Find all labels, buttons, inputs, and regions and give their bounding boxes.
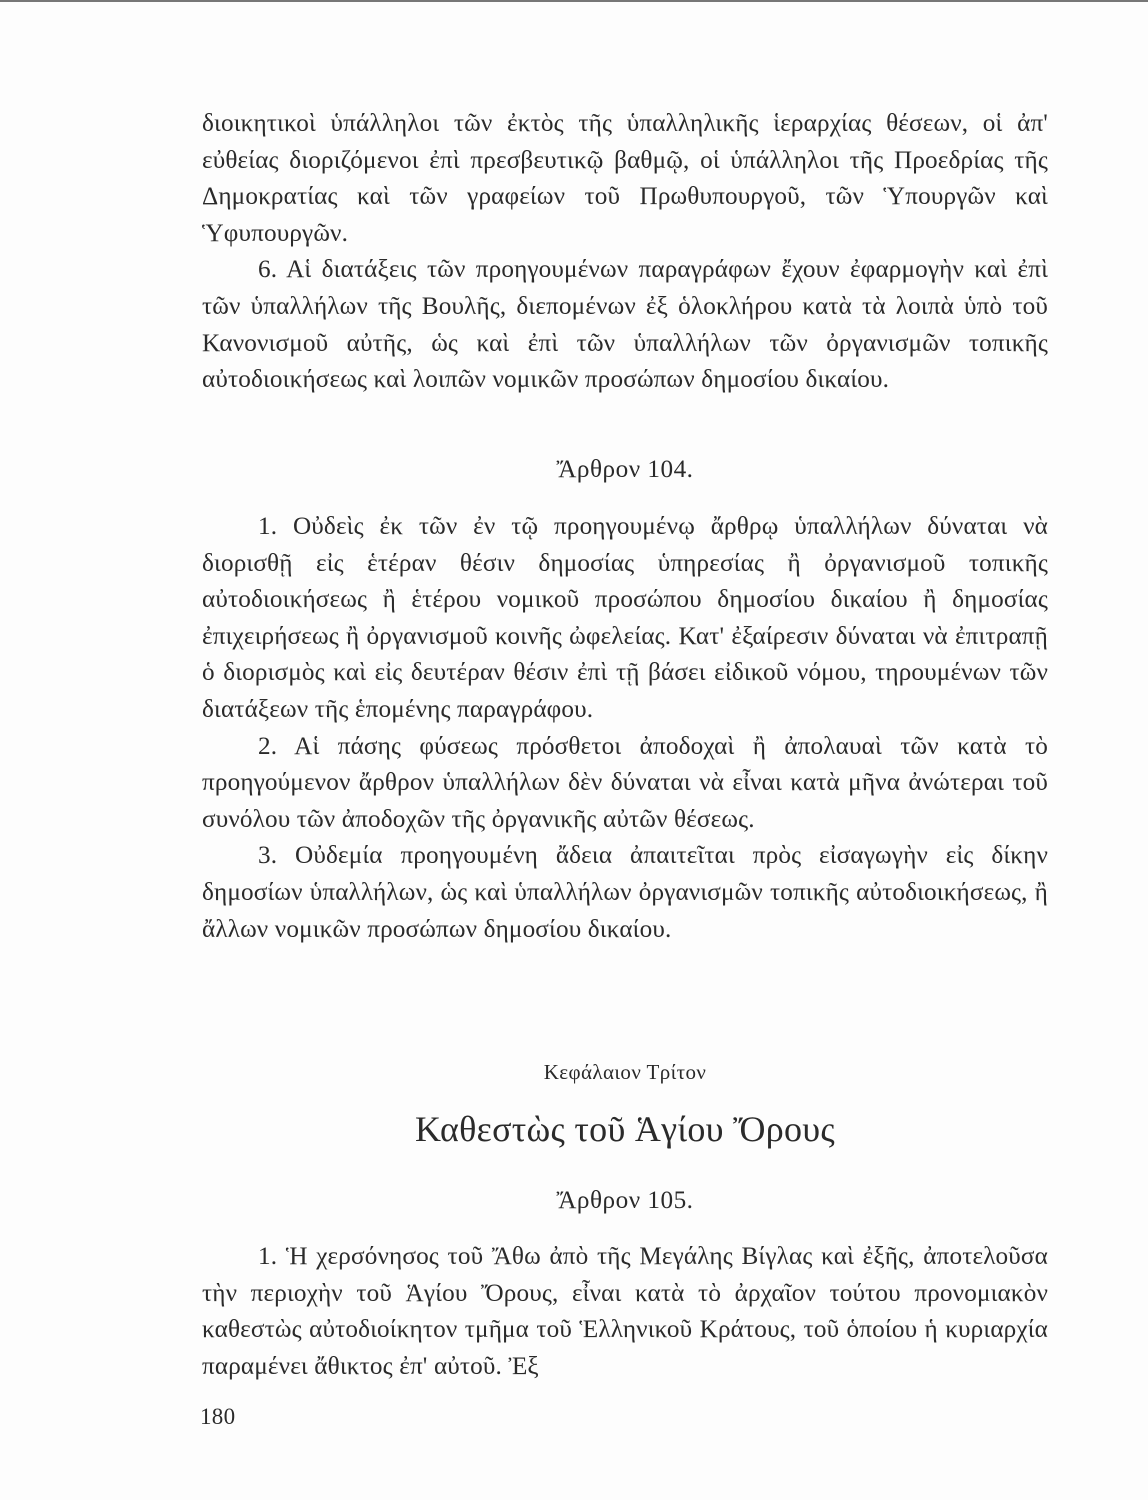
article-105-paragraph-1: 1. Ἡ χερσόνησος τοῦ Ἄθω ἀπὸ τῆς Μεγάλης Βίγλας καὶ ἐξῆς, ἀποτελοῦσα τὴν περιοχὴν τοῦ Ἁγίου Ὄρους, εἶναι κατὰ τὸ ἀρχαῖον τούτου προνομιακὸν καθεστὼς αὐτοδιοίκητον τμῆμα τοῦ Ἑλληνικοῦ Κράτους, τοῦ ὁποίου ἡ κυριαρχία παραμένει ἄθικτος ἐπ' αὐτοῦ. Ἐξ <box>202 1243 1048 1380</box>
article-104-paragraph-1: 1. Οὐδεὶς ἐκ τῶν ἐν τῷ προηγουμένῳ ἄρθρῳ ὑπαλλήλων δύναται νὰ διορισθῇ εἰς ἑτέραν θέσιν δημοσίας ὑπηρεσίας ἢ ὀργανισμοῦ τοπικῆς αὐτοδιοικήσεως ἢ ἑτέρου νομικοῦ προσώπου δημοσίου δικαίου ἢ δημοσίας ἐπιχειρήσεως ἢ ὀργανισμοῦ κοινῆς ὠφελείας. Κατ' ἐξαίρεσιν δύναται νὰ ἐπιτραπῇ ὁ διορισμὸς καὶ εἰς δευτέραν θέσιν ἐπὶ τῇ βάσει εἰδικοῦ νόμου, τηρουμένων τῶν διατάξεων τῆς ἑπομένης παραγράφου. <box>202 513 1048 723</box>
article-105-body <box>202 1239 1048 1385</box>
paragraph-6: 6. Αἱ διατάξεις τῶν προηγουμένων παραγράφων ἔχουν ἐφαρμογὴν καὶ ἐπὶ τῶν ὑπαλλήλων τῆς Βουλῆς, διεπομένων ἐξ ὁλοκλήρου κατὰ τὰ λοιπὰ ὑπὸ τοῦ Κανονισμοῦ αὐτῆς, ὡς καὶ ἐπὶ τῶν ὑπαλλήλων τῶν ὀργανισμῶν τοπικῆς αὐτοδιοικήσεως καὶ λοιπῶν νομικῶν προσώπων δημοσίου δικαίου. <box>202 256 1048 394</box>
article-105-title: Ἄρθρον 105. <box>556 1187 694 1214</box>
chapter-label: Κεφάλαιον Τρίτον <box>543 1060 707 1084</box>
article-104-paragraph-2: 2. Αἱ πάσης φύσεως πρόσθετοι ἀποδοχαὶ ἢ ἀπολαυαὶ τῶν κατὰ τὸ προηγούμενον ἄρθρον ὑπαλλήλων δὲν δύναται νὰ εἶναι κατὰ μῆνα ἀνώτεραι τοῦ συνόλου τῶν ἀποδοχῶν τῆς ὀργανικῆς αὐτῶν θέσεως. <box>202 732 1048 833</box>
page-number: 180 <box>200 1404 236 1429</box>
chapter-title: Καθεστὼς τοῦ Ἁγίου Ὄρους <box>414 1109 835 1149</box>
paragraph-continued: διοικητικοὶ ὑπάλληλοι τῶν ἐκτὸς τῆς ὑπαλληλικῆς ἱεραρχίας θέσεων, οἱ ἀπ' εὐθείας διοριζόμενοι ἐπὶ πρεσβευτικῷ βαθμῷ, οἱ ὑπάλληλοι τῆς Προεδρίας τῆς Δημοκρατίας καὶ τῶν γραφείων τοῦ Πρωθυπουργοῦ, τῶν Ὑπουργῶν καὶ Ὑφυπουργῶν. <box>202 110 1048 247</box>
continued-text-block <box>202 106 1048 399</box>
article-104-body <box>202 509 1048 948</box>
article-104-title: Ἄρθρον 104. <box>556 456 694 483</box>
article-104-paragraph-3: 3. Οὐδεμία προηγουμένη ἄδεια ἀπαιτεῖται πρὸς εἰσαγωγὴν εἰς δίκην δημοσίων ὑπαλλήλων, ὡς καὶ ὑπαλλήλων ὀργανισμῶν τοπικῆς αὐτοδιοικήσεως, ἢ ἄλλων νομικῶν προσώπων δημοσίου δικαίου. <box>202 842 1048 943</box>
